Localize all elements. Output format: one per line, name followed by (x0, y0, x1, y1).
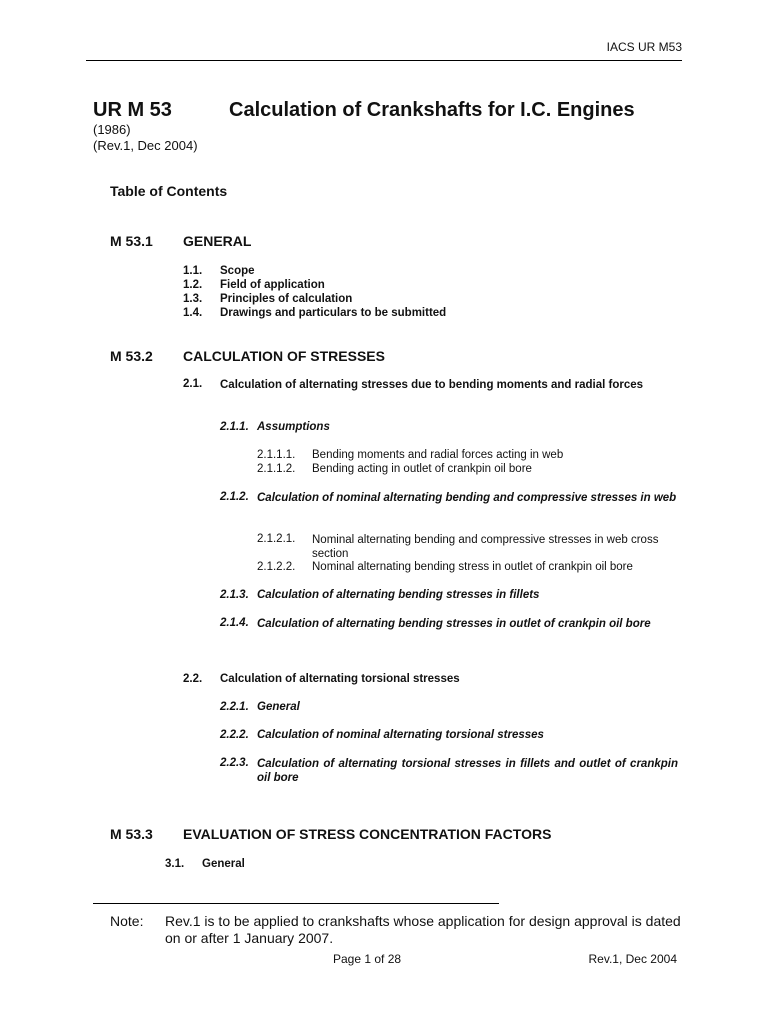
toc-item-label: Drawings and particulars to be submitted (220, 307, 447, 319)
section-title: GENERAL (183, 233, 252, 249)
page-number: Page 1 of 28 (333, 952, 402, 966)
toc-subsubitem-number: 2.1.1.1. (257, 449, 296, 461)
toc-item-label: Calculation of alternating torsional stresses (220, 673, 460, 685)
section-title: EVALUATION OF STRESS CONCENTRATION FACTORS (183, 826, 552, 842)
toc-item-number: 1.4. (183, 307, 203, 319)
toc-subitem-number: 2.1.4. (220, 617, 249, 629)
toc-item-number: 2.2. (183, 673, 203, 685)
document-title: Calculation of Crankshafts for I.C. Engines (229, 99, 635, 121)
running-header-doc-id: IACS UR M53 (606, 40, 682, 54)
toc-subitem-label: Calculation of alternating bending stresses in fillets (257, 589, 540, 601)
toc-heading: Table of Contents (110, 183, 228, 199)
toc-item-label: General (202, 858, 245, 870)
toc-subsubitem-label: Nominal alternating bending and compressive stresses in web cross section (312, 534, 659, 560)
section-number: M 53.1 (110, 233, 153, 249)
document-code: UR M 53 (93, 99, 172, 121)
toc-subitem-label: Calculation of nominal alternating bending and compressive stresses in web (257, 492, 677, 504)
toc-subitem-number: 2.2.1. (220, 701, 249, 713)
toc-item-number: 3.1. (165, 858, 185, 870)
section-number: M 53.3 (110, 826, 153, 842)
section-number: M 53.2 (110, 348, 153, 364)
toc-item-number: 1.1. (183, 265, 203, 277)
toc-subitem-number: 2.2.2. (220, 729, 249, 741)
section-title: CALCULATION OF STRESSES (183, 348, 385, 364)
toc-subitem-number: 2.2.3. (220, 757, 249, 769)
toc-subsubitem-number: 2.1.2.1. (257, 533, 296, 545)
toc-item-number: 2.1. (183, 378, 203, 390)
toc-subitem-label: Calculation of alternating torsional stresses in fillets and outlet of crankpin oil bore (257, 758, 678, 784)
toc-subsubitem-number: 2.1.1.2. (257, 463, 296, 475)
toc-subsubitem-label: Bending moments and radial forces acting in web (312, 449, 564, 461)
toc-item-label: Principles of calculation (220, 293, 353, 305)
document-revision: (Rev.1, Dec 2004) (93, 138, 198, 153)
note-label: Note: (110, 913, 144, 929)
toc-subsubitem-label: Bending acting in outlet of crankpin oil bore (312, 463, 532, 475)
toc-item-number: 1.3. (183, 293, 203, 305)
footnote-rule (93, 903, 499, 904)
note-text: Rev.1 is to be applied to crankshafts whose application for design approval is dated on or after 1 January 2007. (165, 913, 681, 946)
toc-subitem-label: General (257, 701, 300, 713)
toc-subsubitem-label: Nominal alternating bending stress in outlet of crankpin oil bore (312, 561, 633, 573)
toc-item-label: Calculation of alternating stresses due to bending moments and radial forces (220, 379, 644, 391)
header-rule (86, 60, 682, 61)
toc-subitem-number: 2.1.2. (220, 491, 249, 503)
document-year: (1986) (93, 122, 131, 137)
footer-revision: Rev.1, Dec 2004 (588, 952, 677, 966)
toc-subitem-label: Calculation of nominal alternating torsional stresses (257, 729, 544, 741)
toc-subitem-label: Calculation of alternating bending stresses in outlet of crankpin oil bore (257, 618, 651, 630)
toc-item-label: Field of application (220, 279, 325, 291)
toc-subitem-label: Assumptions (257, 421, 330, 433)
toc-item-label: Scope (220, 265, 255, 277)
toc-subitem-number: 2.1.1. (220, 421, 249, 433)
toc-subitem-number: 2.1.3. (220, 589, 249, 601)
toc-subsubitem-number: 2.1.2.2. (257, 561, 296, 573)
toc-item-number: 1.2. (183, 279, 203, 291)
